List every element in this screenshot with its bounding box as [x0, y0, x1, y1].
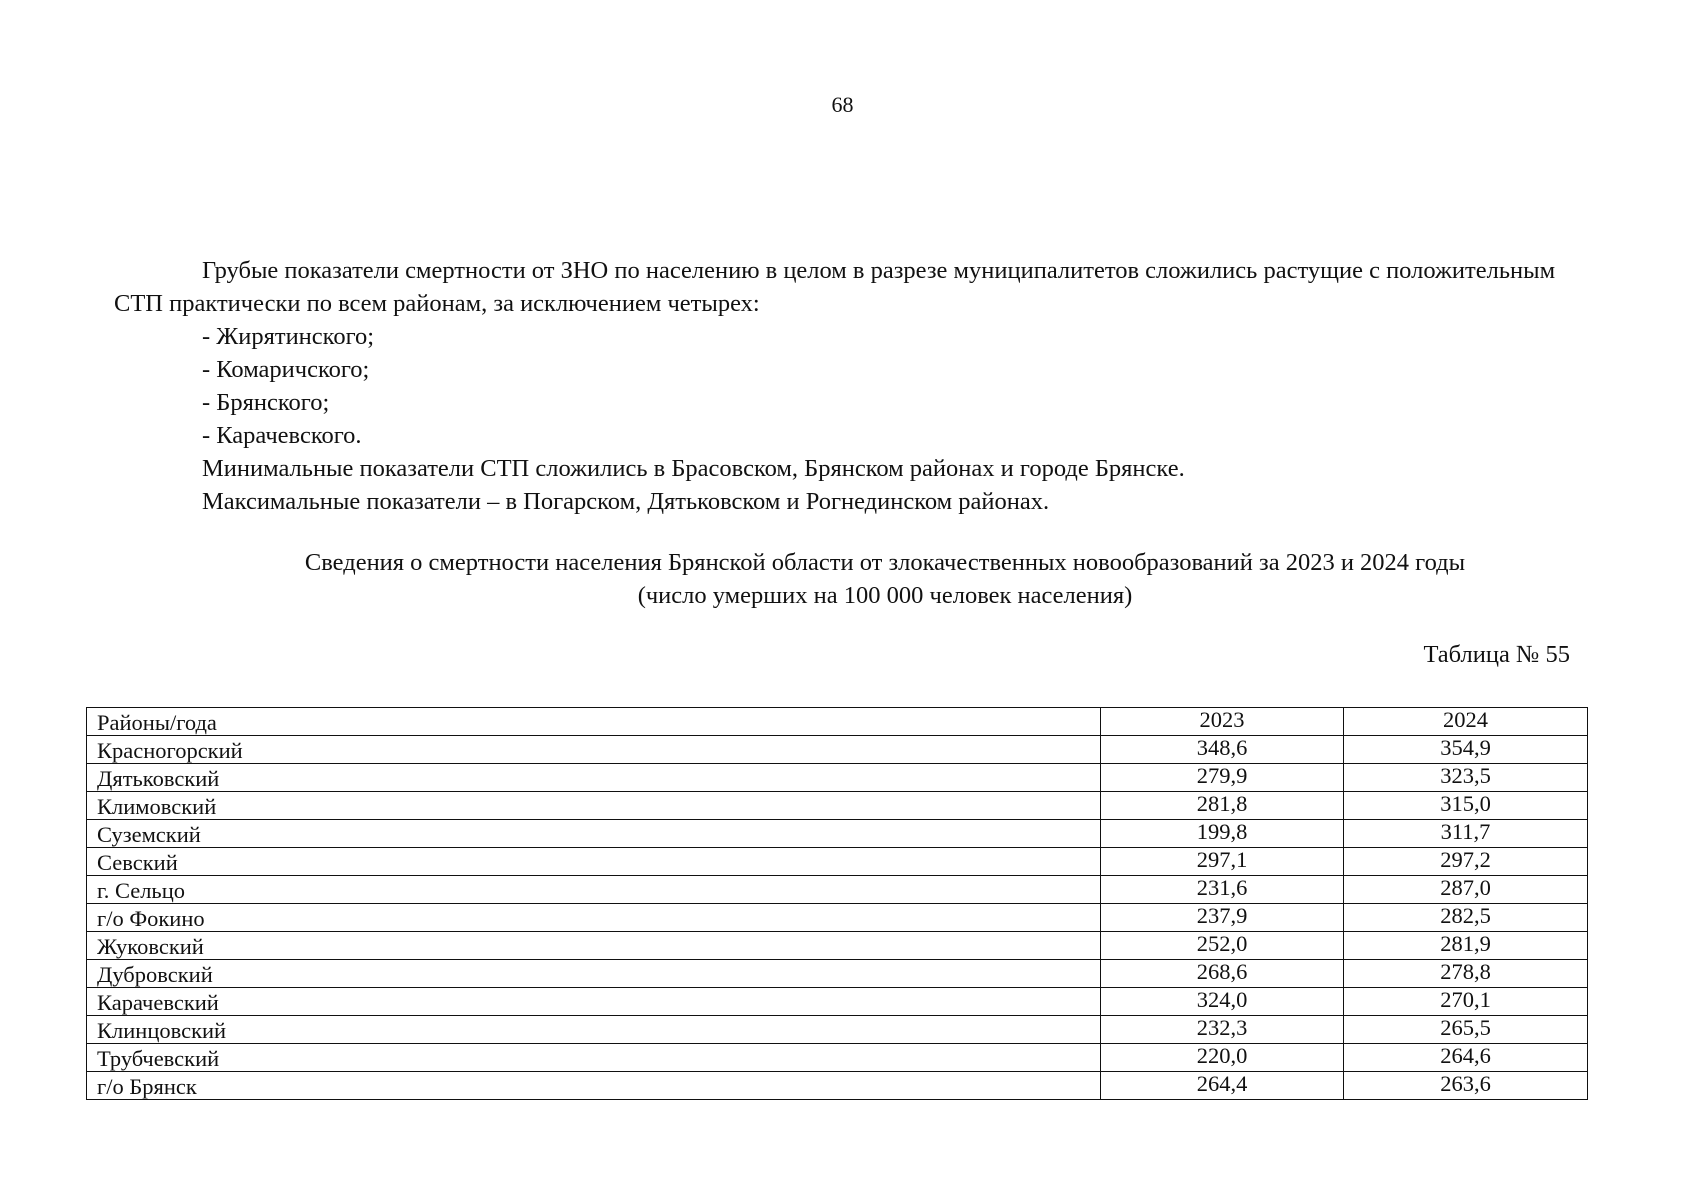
intro-paragraph: Грубые показатели смертности от ЗНО по населению в целом в разрезе муниципалитетов сложились растущие с положительным СТП практически по всем районам, за исключением четырех: [114, 257, 1556, 317]
table-caption [150, 546, 1620, 612]
header-year-2023: 2023 [1101, 708, 1344, 736]
district-name: Климовский [87, 792, 1101, 820]
mortality-table [86, 707, 1588, 1100]
district-name: Карачевский [87, 988, 1101, 1016]
value-2023: 268,6 [1101, 960, 1344, 988]
table-row [87, 848, 1588, 876]
district-name: Дятьковский [87, 764, 1101, 792]
caption-title: Сведения о смертности населения Брянской области от злокачественных новообразований за 2023 и 2024 годы [304, 549, 1466, 576]
body-text [114, 254, 1584, 518]
value-2024: 311,7 [1344, 820, 1588, 848]
value-2023: 279,9 [1101, 764, 1344, 792]
value-2024: 297,2 [1344, 848, 1588, 876]
district-name: г/о Фокино [87, 904, 1101, 932]
value-2023: 231,6 [1101, 876, 1344, 904]
district-name: Севский [87, 848, 1101, 876]
district-name: Красногорский [87, 736, 1101, 764]
value-2023: 220,0 [1101, 1044, 1344, 1072]
value-2023: 252,0 [1101, 932, 1344, 960]
value-2023: 237,9 [1101, 904, 1344, 932]
district-name: Дубровский [87, 960, 1101, 988]
min-indicators-line: Минимальные показатели СТП сложились в Брасовском, Брянском районах и городе Брянске. [202, 455, 1185, 482]
table-row [87, 820, 1588, 848]
value-2024: 263,6 [1344, 1072, 1588, 1100]
table-row [87, 932, 1588, 960]
district-name: г/о Брянск [87, 1072, 1101, 1100]
table-number-label: Таблица № 55 [1423, 641, 1570, 668]
value-2023: 264,4 [1101, 1072, 1344, 1100]
value-2024: 264,6 [1344, 1044, 1588, 1072]
list-item: - Карачевского. [202, 422, 362, 449]
value-2024: 265,5 [1344, 1016, 1588, 1044]
table-row [87, 1072, 1588, 1100]
max-indicators-line: Максимальные показатели – в Погарском, Дятьковском и Рогнединском районах. [202, 488, 1050, 515]
page-number: 68 [831, 92, 854, 117]
list-item: - Жирятинского; [202, 323, 375, 350]
value-2024: 281,9 [1344, 932, 1588, 960]
table-header-row [87, 708, 1588, 736]
district-name: Клинцовский [87, 1016, 1101, 1044]
value-2023: 297,1 [1101, 848, 1344, 876]
district-name: г. Сельцо [87, 876, 1101, 904]
table-row [87, 792, 1588, 820]
district-name: Жуковский [87, 932, 1101, 960]
value-2023: 281,8 [1101, 792, 1344, 820]
value-2024: 270,1 [1344, 988, 1588, 1016]
list-item: - Брянского; [202, 389, 330, 416]
value-2023: 199,8 [1101, 820, 1344, 848]
table-row [87, 736, 1588, 764]
value-2024: 315,0 [1344, 792, 1588, 820]
table-row [87, 904, 1588, 932]
value-2023: 324,0 [1101, 988, 1344, 1016]
value-2024: 323,5 [1344, 764, 1588, 792]
table-row [87, 960, 1588, 988]
value-2024: 287,0 [1344, 876, 1588, 904]
table-row [87, 1016, 1588, 1044]
list-item: - Комаричского; [202, 356, 370, 383]
value-2024: 354,9 [1344, 736, 1588, 764]
table-row [87, 764, 1588, 792]
value-2024: 282,5 [1344, 904, 1588, 932]
value-2023: 232,3 [1101, 1016, 1344, 1044]
table-row [87, 988, 1588, 1016]
header-year-2024: 2024 [1344, 708, 1588, 736]
value-2024: 278,8 [1344, 960, 1588, 988]
header-district: Районы/года [87, 708, 1101, 736]
district-name: Суземский [87, 820, 1101, 848]
table-row [87, 1044, 1588, 1072]
caption-subtitle: (число умерших на 100 000 человек населения) [637, 582, 1133, 609]
value-2023: 348,6 [1101, 736, 1344, 764]
district-name: Трубчевский [87, 1044, 1101, 1072]
table-row [87, 876, 1588, 904]
